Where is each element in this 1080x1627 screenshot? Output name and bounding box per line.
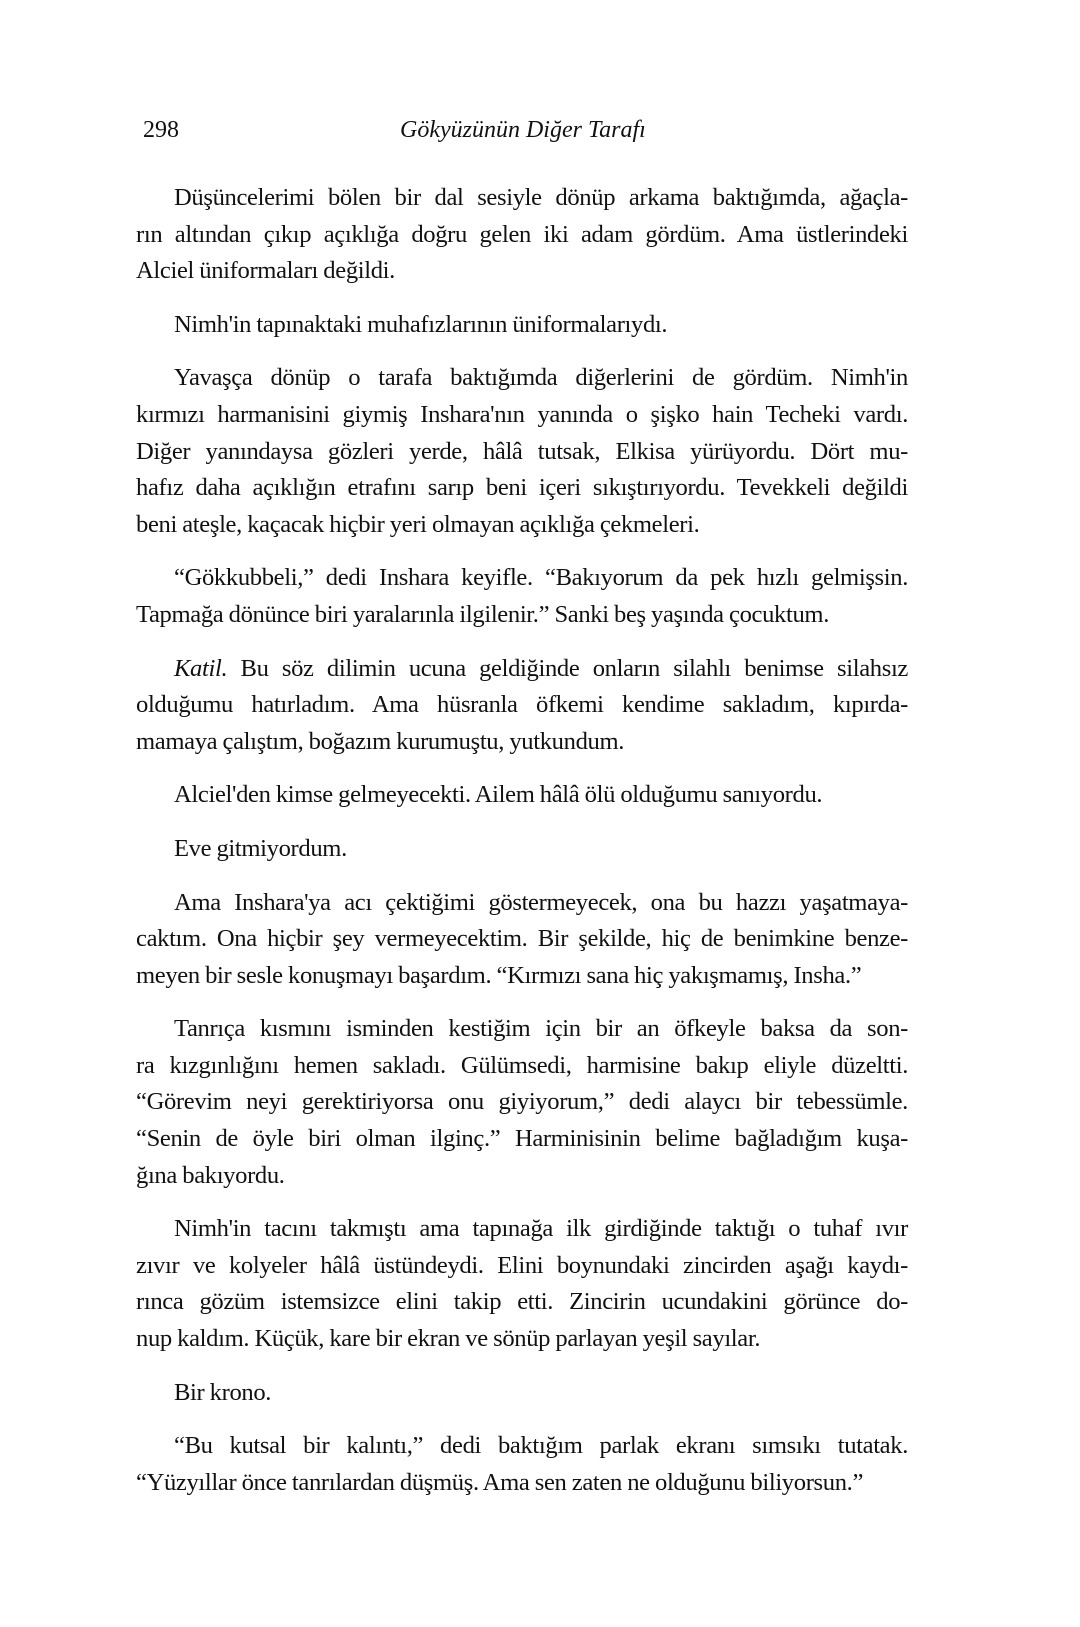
paragraph [136, 777, 908, 814]
text-line: kırmızı harmanisini giymiş Inshara'nın yanında o şişko hain Techeki vardı. [136, 400, 908, 428]
italic-word: Katil. [174, 654, 228, 682]
paragraph [136, 1011, 908, 1194]
text-line: “Görevim neyi gerektiriyorsa onu giyiyorum,” dedi alaycı bir tebessümle. [136, 1088, 908, 1116]
text-line: Alciel üniformaları değildi. [136, 257, 395, 285]
text-line: hafız daha açıklığın etrafını sarıp beni içeri sıkıştırıyordu. Tevekkeli değildi [136, 474, 908, 502]
text-line: rınca gözüm istemsizce elini takip etti. Zincirin ucundakini görünce do- [136, 1288, 908, 1316]
text-line: rın altından çıkıp açıklığa doğru gelen iki adam gördüm. Ama üstlerindeki [136, 220, 908, 248]
paragraph [136, 1211, 908, 1357]
text-line: beni ateşle, kaçacak hiçbir yeri olmayan açıklığa çekmeleri. [136, 510, 700, 538]
text-line: zıvır ve kolyeler hâlâ üstündeydi. Elini boynundaki zincirden aşağı kaydı- [136, 1251, 908, 1279]
text-line: Ama Inshara'ya acı çektiğimi göstermeyecek, ona bu hazzı yaşatmaya- [174, 888, 908, 916]
paragraph [136, 307, 908, 344]
text-line: Nimh'in tacını takmıştı ama tapınağa ilk girdiğinde taktığı o tuhaf ıvır [174, 1215, 908, 1243]
text-line: mamaya çalıştım, boğazım kurumuştu, yutkundum. [136, 727, 625, 755]
book-title: Gökyüzünün Diğer Tarafı [400, 117, 646, 143]
paragraph [136, 560, 908, 633]
text-run: Bu söz dilimin ucuna geldiğinde onların silahlı benimse silahsız [227, 654, 908, 682]
text-line: Diğer yanındaysa gözleri yerde, hâlâ tutsak, Elkisa yürüyordu. Dört mu- [136, 437, 908, 465]
text-line: Bir krono. [174, 1378, 272, 1406]
text-line: Eve gitmiyordum. [174, 834, 347, 862]
text-line: “Gökkubbeli,” dedi Inshara keyifle. “Bakıyorum da pek hızlı gelmişsin. [174, 564, 908, 592]
text-line: Tanrıça kısmını isminden kestiğim için bir an öfkeyle baksa da son- [174, 1015, 908, 1043]
text-line: Yavaşça dönüp o tarafa baktığımda diğerlerini de gördüm. Nimh'in [174, 364, 908, 392]
text-line: Nimh'in tapınaktaki muhafızlarının üniformalarıydı. [174, 310, 668, 338]
paragraph [136, 1375, 908, 1412]
text-line: “Bu kutsal bir kalıntı,” dedi baktığım parlak ekranı sımsıkı tutatak. [174, 1432, 908, 1460]
running-header [136, 112, 908, 148]
text-line: Alciel'den kimse gelmeyecekti. Ailem hâlâ ölü olduğumu sanıyordu. [174, 781, 823, 809]
text-line: ra kızgınlığını hemen sakladı. Gülümsedi, harmisine bakıp eliyle düzeltti. [136, 1051, 908, 1079]
text-line: Düşüncelerimi bölen bir dal sesiyle dönüp arkama baktığımda, ağaçla- [174, 184, 908, 211]
text-line: caktım. Ona hiçbir şey vermeyecektim. Bir şekilde, hiç de benimkine benze- [136, 925, 908, 953]
body-text [136, 180, 908, 1518]
text-line: nup kaldım. Küçük, kare bir ekran ve sönüp parlayan yeşil sayılar. [136, 1325, 761, 1353]
paragraph [136, 180, 908, 290]
paragraph [136, 831, 908, 868]
text-line: “Senin de öyle biri olman ilginç.” Harminisinin belime bağladığım kuşa- [136, 1125, 908, 1153]
paragraph [136, 360, 908, 543]
paragraph [136, 651, 908, 761]
text-line: “Yüzyıllar önce tanrılardan düşmüş. Ama sen zaten ne olduğunu biliyorsun.” [136, 1468, 864, 1496]
text-line: ğına bakıyordu. [136, 1161, 285, 1189]
text-line: olduğumu hatırladım. Ama hüsranla öfkemi kendime sakladım, kıpırda- [136, 691, 908, 719]
text-line: Tapmağa dönünce biri yaralarınla ilgilenir.” Sanki beş yaşında çocuktum. [136, 600, 830, 628]
page-number: 298 [143, 117, 179, 143]
text-line: meyen bir sesle konuşmayı başardım. “Kırmızı sana hiç yakışmamış, Insha.” [136, 961, 862, 989]
paragraph [136, 1428, 908, 1501]
paragraph [136, 885, 908, 995]
text-line [136, 651, 908, 688]
